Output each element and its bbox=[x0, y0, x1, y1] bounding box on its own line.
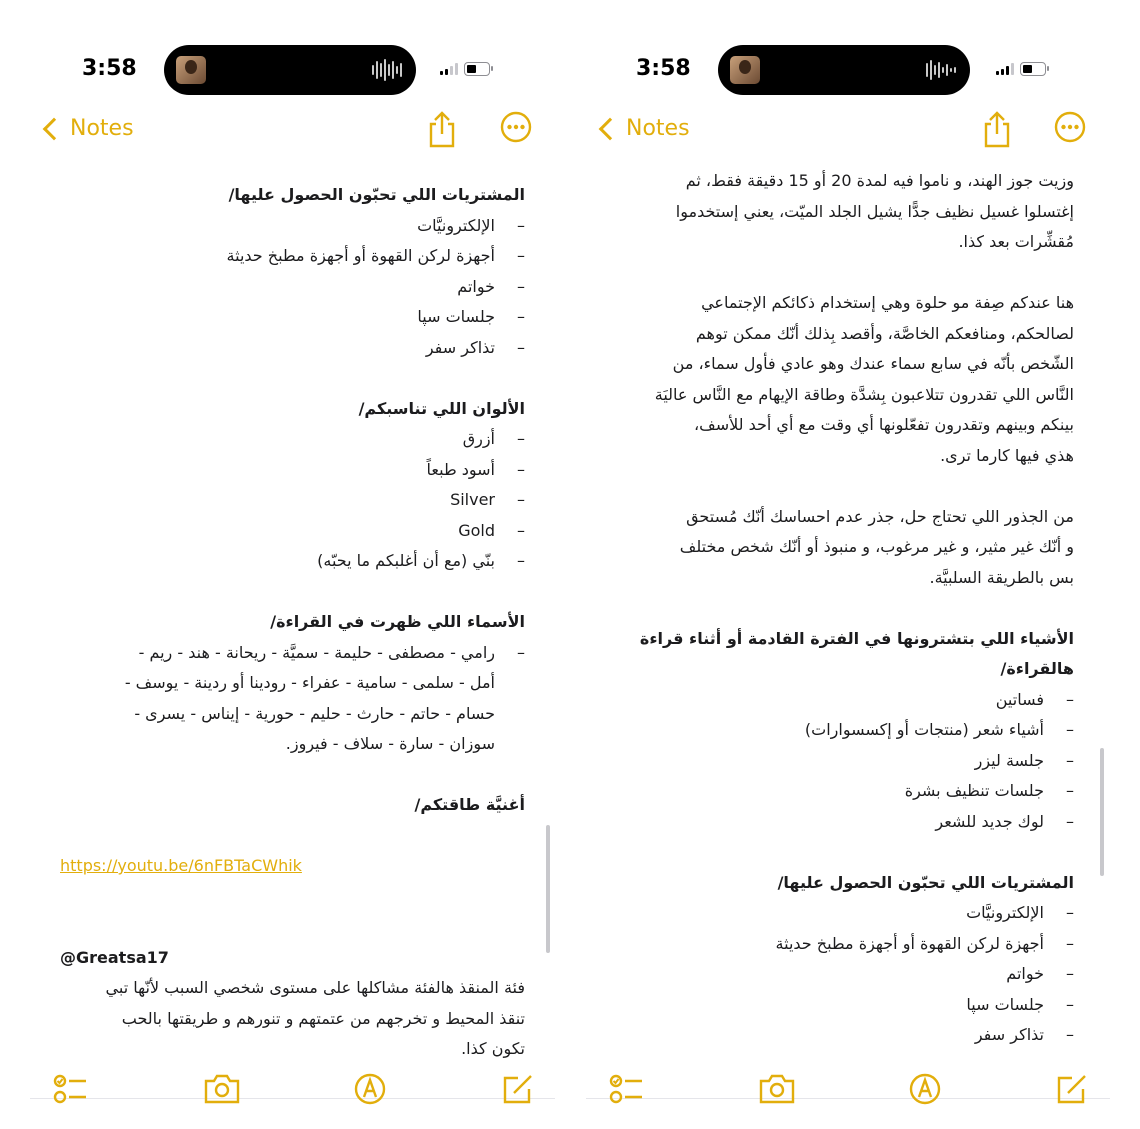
paragraph-line: من الجذور اللي تحتاج حل، جذر عدم احساسك أنّك مُستحق bbox=[686, 506, 1074, 526]
status-indicators bbox=[996, 62, 1046, 76]
list-item: – أسود طبعاً bbox=[60, 455, 525, 486]
list-item: – فساتين bbox=[620, 685, 1074, 716]
right-screen bbox=[586, 0, 1110, 1129]
audio-waveform-icon bbox=[926, 59, 956, 81]
list-item: – أزرق bbox=[60, 424, 525, 455]
paragraph-line: وزيت جوز الهند، و ناموا فيه لمدة 20 أو 15 دقيقة فقط، ثم bbox=[685, 171, 1074, 190]
names-line: سوزان - سارة - سلاف - فيروز. bbox=[285, 734, 495, 753]
section-heading: المشتريات اللي تحبّون الحصول عليها/ bbox=[777, 872, 1074, 892]
list-item: – جلسات سپا bbox=[620, 990, 1074, 1021]
back-button[interactable] bbox=[596, 116, 690, 141]
list-item: – جلسة ليزر bbox=[620, 746, 1074, 777]
paragraph-line: لصالحكم، ومنافعكم الخاصَّة، وأقصد بِذلك أنّك ممكن توهم bbox=[695, 323, 1074, 343]
list-item: – جلسات سپا bbox=[60, 302, 525, 333]
status-time: 3:58 bbox=[82, 56, 137, 81]
section-heading: الأشياء اللي بتشترونها في الفترة القادمة أو أثناء قراءة bbox=[639, 628, 1074, 648]
paragraph-line: إغتسلوا غسيل نظيف جدًّا يشيل الجلد الميّت، يعني إستخدموا bbox=[675, 201, 1074, 221]
bottom-toolbar bbox=[586, 1071, 1110, 1111]
compose-icon[interactable] bbox=[1054, 1071, 1090, 1107]
paragraph-line: تنقذ المحيط و تخرجهم من عتمتهم و تنورهم و طريقتها بالحب bbox=[121, 1008, 525, 1028]
camera-icon[interactable] bbox=[757, 1071, 797, 1105]
list-item: – خواتم bbox=[60, 272, 525, 303]
left-screen bbox=[30, 0, 555, 1129]
paragraph-line: بينكم وبينهم وتقدرون تفعّلونها أي وقت مع أي أحد للأسف، bbox=[693, 415, 1074, 434]
paragraph-line: النَّاس اللي تقدرون تتلاعبون بِشدَّة وطاقة الإيهام مع النَّاس عاليَة bbox=[654, 384, 1074, 404]
share-icon[interactable] bbox=[426, 110, 458, 150]
scrollbar[interactable] bbox=[546, 825, 550, 953]
back-label: Notes bbox=[626, 116, 690, 141]
section-heading: هالقراءة/ bbox=[1000, 659, 1074, 678]
list-item: – Silver bbox=[60, 485, 525, 516]
list-item: – لوك جديد للشعر bbox=[620, 807, 1074, 838]
back-button[interactable] bbox=[40, 116, 134, 141]
list-item: – تذاكر سفر bbox=[60, 333, 525, 364]
names-line: – رامي - مصطفى - حليمة - سميَّة - ريحانة - هند - ريم - bbox=[60, 638, 525, 669]
cellular-signal-icon bbox=[996, 63, 1014, 75]
paragraph-line: بس بالطريقة السلبيَّة. bbox=[929, 567, 1074, 587]
dynamic-island[interactable] bbox=[718, 45, 970, 95]
audio-waveform-icon bbox=[372, 59, 402, 81]
scrollbar[interactable] bbox=[1100, 748, 1104, 876]
section-heading: الألوان اللي تناسبكم/ bbox=[358, 398, 525, 418]
section-heading: الأسماء اللي ظهرت في القراءة/ bbox=[270, 612, 525, 631]
names-line: حسام - حاتم - حارث - حليم - حورية - إيناس - يسرى - bbox=[134, 703, 495, 723]
paragraph-line: مُقشِّرات بعد كذا. bbox=[958, 232, 1074, 251]
list-item: – أجهزة لركن القهوة أو أجهزة مطبخ حديثة bbox=[60, 241, 525, 272]
twitter-handle: @Greatsa17 bbox=[60, 947, 169, 967]
bottom-toolbar bbox=[30, 1071, 555, 1111]
paragraph-line: هذي فيها كارما ترى. bbox=[940, 445, 1074, 465]
album-art-icon bbox=[176, 56, 206, 84]
album-art-icon bbox=[730, 56, 760, 84]
list-item: – أشياء شعر (منتجات أو إكسسوارات) bbox=[620, 715, 1074, 746]
compose-icon[interactable] bbox=[500, 1071, 536, 1107]
status-time: 3:58 bbox=[636, 56, 691, 81]
names-line: أمل - سلمى - سامية - عفراء - رودينا أو ردينة - يوسف - bbox=[124, 673, 495, 692]
dynamic-island[interactable] bbox=[164, 45, 416, 95]
chevron-left-icon bbox=[599, 117, 622, 140]
paragraph-line: و أنّك غير مثير، و غير مرغوب، و منبوذ أو أنّك شخص مختلف bbox=[679, 537, 1074, 556]
section-heading: أغنيَّة طاقتكم/ bbox=[414, 795, 525, 814]
paragraph-line: فئة المنقذ هالفئة مشاكلها على مستوى شخصي السبب لأنّها تبي bbox=[105, 978, 525, 997]
back-label: Notes bbox=[70, 116, 134, 141]
list-item: – الإلكترونيَّات bbox=[620, 898, 1074, 929]
list-item: – أجهزة لركن القهوة أو أجهزة مطبخ حديثة bbox=[620, 929, 1074, 960]
status-indicators bbox=[440, 62, 490, 76]
section-heading: المشتريات اللي تحبّون الحصول عليها/ bbox=[228, 185, 525, 204]
battery-icon bbox=[1020, 62, 1046, 76]
note-body[interactable] bbox=[60, 180, 525, 1065]
youtube-link[interactable]: https://youtu.be/6nFBTaCWhik bbox=[60, 856, 302, 875]
cellular-signal-icon bbox=[440, 63, 458, 75]
checklist-icon[interactable] bbox=[52, 1071, 92, 1105]
paragraph-line: تكون كذا. bbox=[461, 1039, 525, 1058]
list-item: – خواتم bbox=[620, 959, 1074, 990]
list-item: – Gold bbox=[60, 516, 525, 547]
chevron-left-icon bbox=[43, 117, 66, 140]
markup-pen-icon[interactable] bbox=[352, 1071, 388, 1107]
list-item: – جلسات تنظيف بشرة bbox=[620, 776, 1074, 807]
paragraph-line: هنا عندكم صِفة مو حلوة وهي إستخدام ذكائكم الإجتماعي bbox=[701, 293, 1074, 312]
navigation-bar bbox=[586, 110, 1110, 154]
share-icon[interactable] bbox=[981, 110, 1013, 150]
more-options-icon[interactable] bbox=[499, 110, 533, 144]
checklist-icon[interactable] bbox=[608, 1071, 648, 1105]
note-body[interactable] bbox=[620, 166, 1074, 1051]
camera-icon[interactable] bbox=[202, 1071, 242, 1105]
battery-icon bbox=[464, 62, 490, 76]
list-item: – الإلكترونيَّات bbox=[60, 211, 525, 242]
navigation-bar bbox=[30, 110, 555, 154]
list-item: – بنّي (مع أن أغلبكم ما يحبّه) bbox=[60, 546, 525, 577]
more-options-icon[interactable] bbox=[1053, 110, 1087, 144]
list-item: – تذاكر سفر bbox=[620, 1020, 1074, 1051]
paragraph-line: الشّخص بأنّه في سابع سماء عندك وهو عادي فأول سماء، من bbox=[672, 354, 1074, 373]
markup-pen-icon[interactable] bbox=[907, 1071, 943, 1107]
